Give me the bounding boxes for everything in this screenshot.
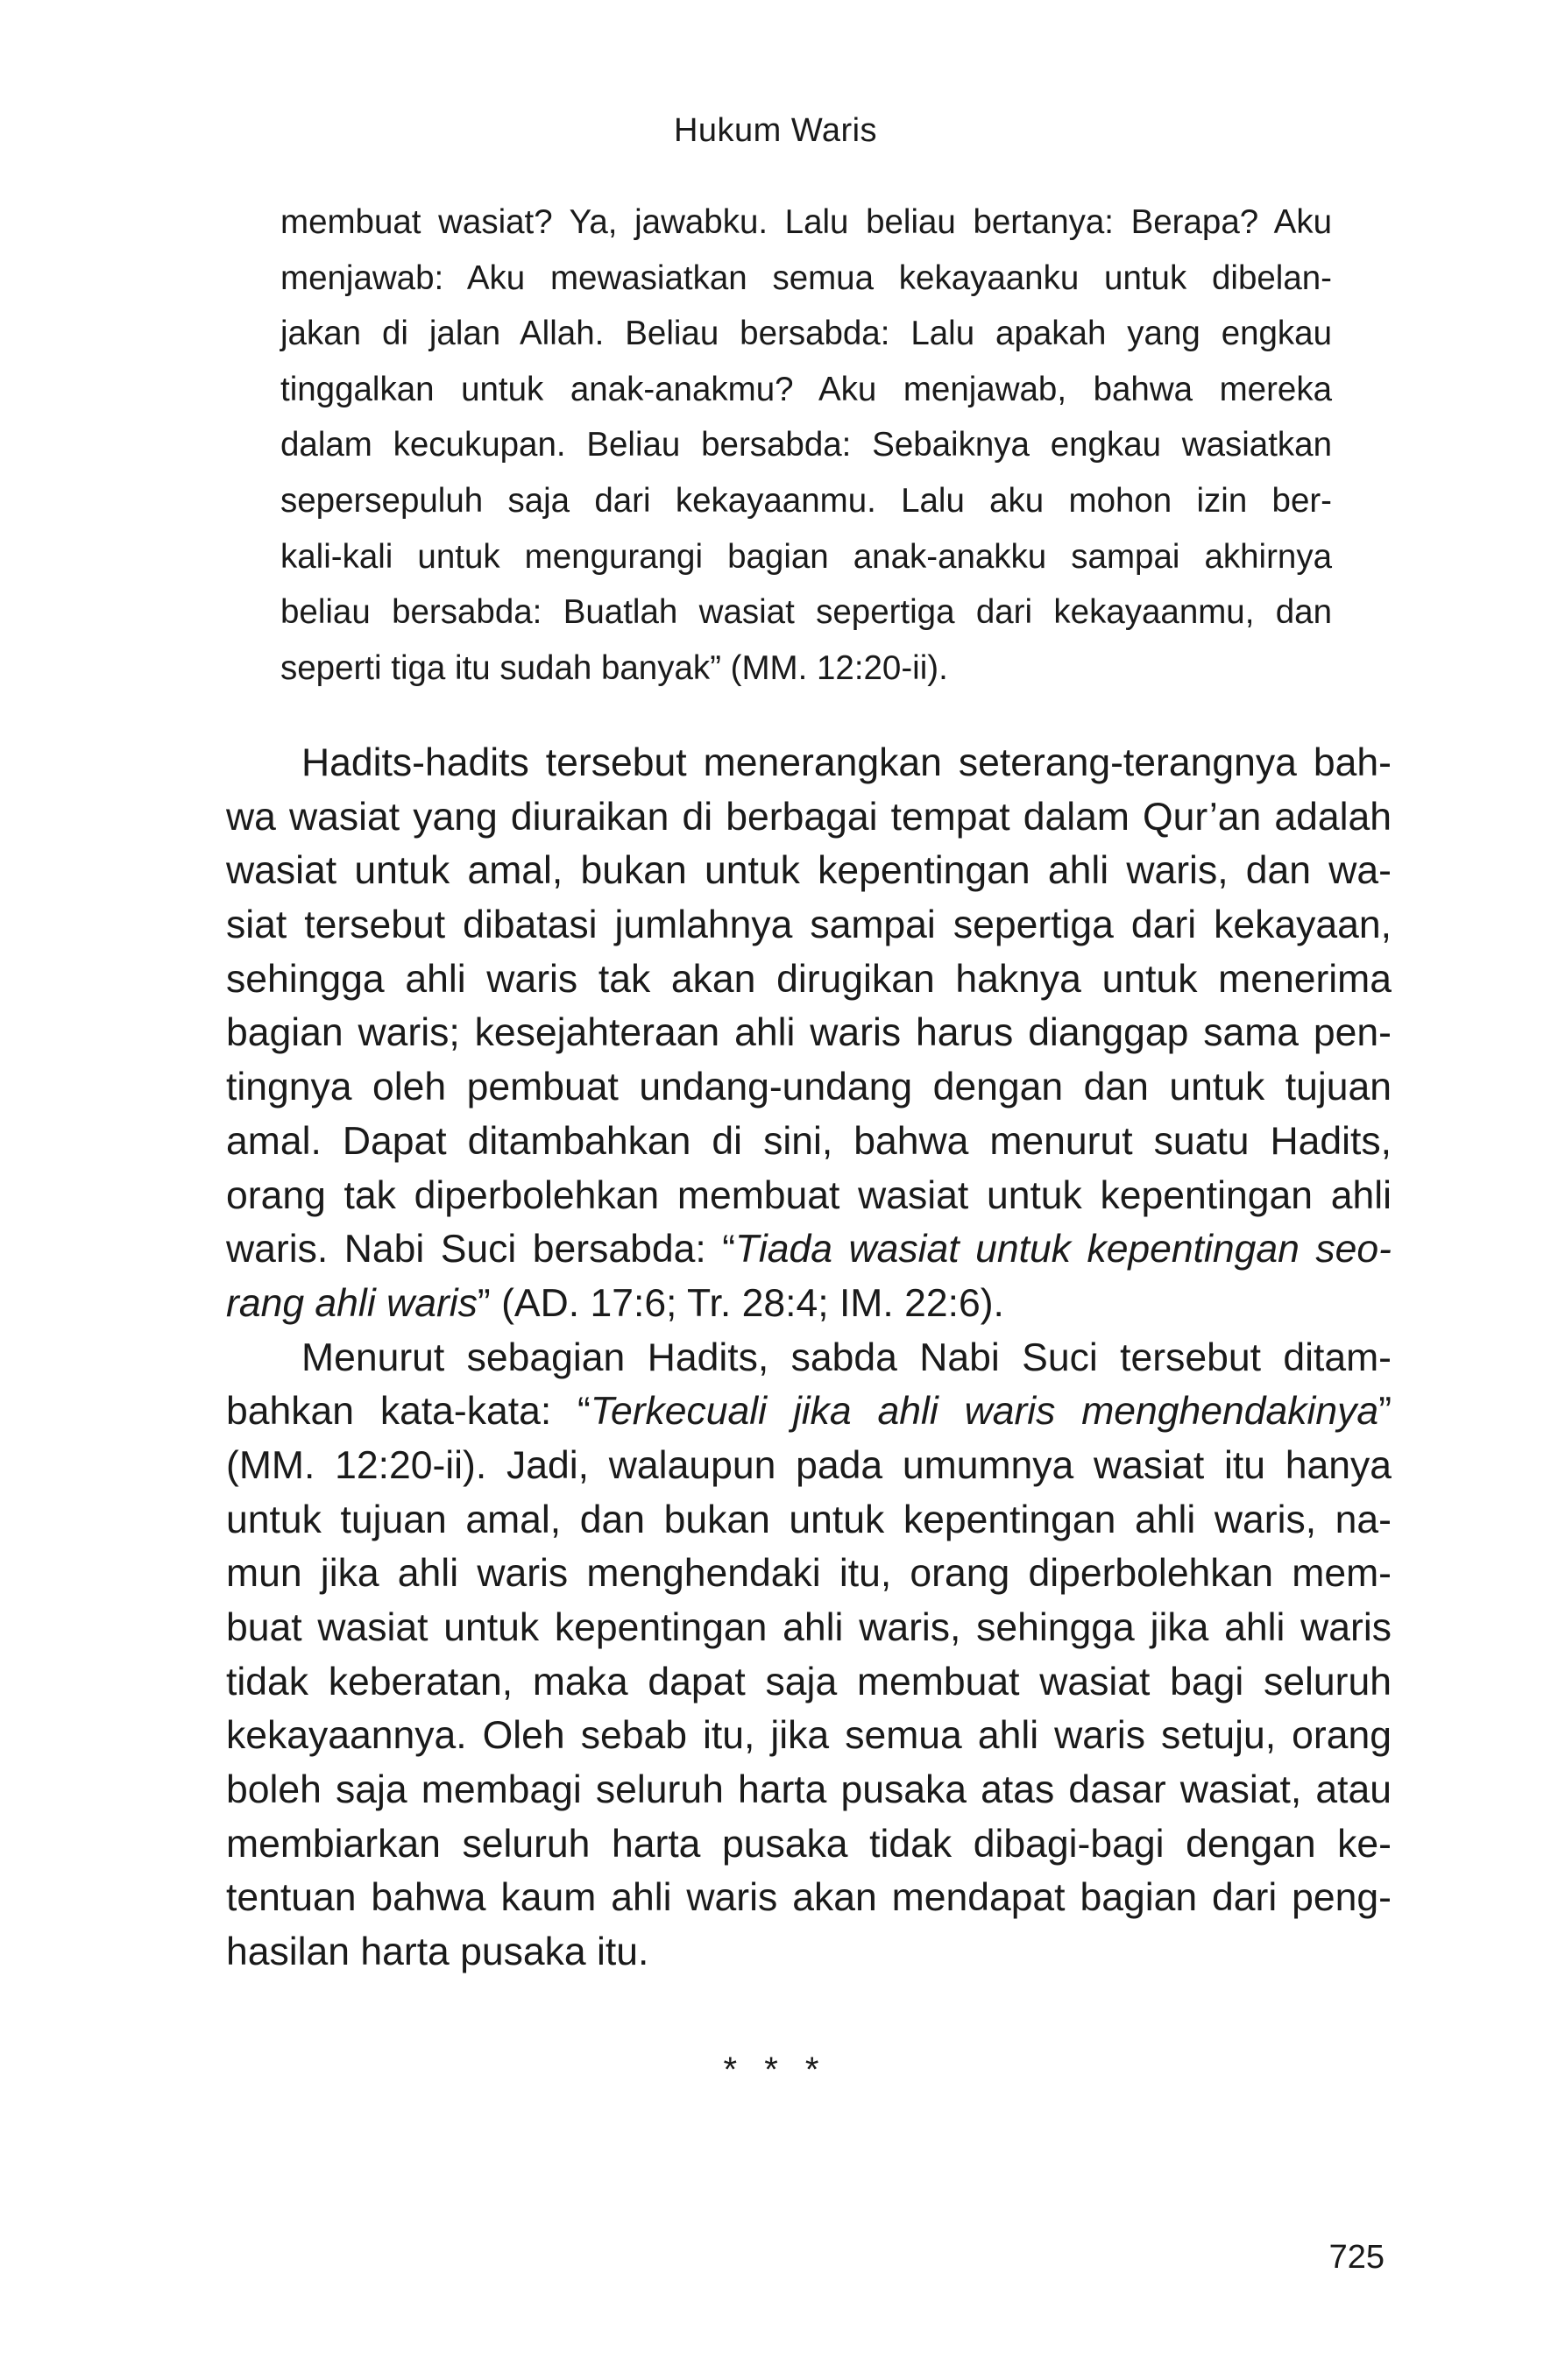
body-text-run: waris. Nabi Suci bersabda: “ xyxy=(226,1228,736,1271)
quote-line: seperti tiga itu sudah banyak” (MM. 12:20-ii). xyxy=(280,648,948,687)
section-break: * * * xyxy=(723,2051,828,2089)
body-line: buat wasiat untuk kepentingan ahli waris, sehingga jika ahli waris xyxy=(226,1606,1392,1649)
body-line: boleh saja membagi seluruh harta pusaka atas dasar wasiat, atau xyxy=(226,1768,1392,1812)
paragraph-1 xyxy=(226,736,1392,1331)
body-line: tingnya oleh pembuat undang-undang dengan dan untuk tujuan xyxy=(226,1066,1392,1109)
quote-line: jakan di jalan Allah. Beliau bersabda: Lalu apakah yang engkau xyxy=(280,315,1332,353)
body-text-run: ” xyxy=(1378,1390,1392,1434)
quote-line: sepersepuluh saja dari kekayaanmu. Lalu aku mohon izin ber- xyxy=(280,481,1332,520)
quote-line: kali-kali untuk mengurangi bagian anak-anakku sampai akhirnya xyxy=(280,537,1332,576)
quote-line: menjawab: Aku mewasiatkan semua kekayaanku untuk dibelan- xyxy=(280,259,1332,297)
quote-line: membuat wasiat? Ya, jawabku. Lalu beliau bertanya: Berapa? Aku xyxy=(280,203,1332,241)
body-line: (MM. 12:20-ii). Jadi, walaupun pada umumnya wasiat itu hanya xyxy=(226,1443,1392,1487)
quote-line: dalam kecukupan. Beliau bersabda: Sebaiknya engkau wasiatkan xyxy=(280,426,1332,464)
running-head: Hukum Waris xyxy=(673,112,878,149)
body-line: amal. Dapat ditambahkan di sini, bahwa menurut suatu Hadits, xyxy=(226,1119,1392,1163)
body-line: orang tak diperbolehkan membuat wasiat untuk kepentingan ahli xyxy=(226,1173,1392,1217)
citation: ” (AD. 17:6; Tr. 28:4; IM. 22:6). xyxy=(477,1281,1004,1325)
italic-quote: rang ahli waris xyxy=(226,1281,478,1325)
body-line: kekayaannya. Oleh sebab itu, jika semua ahli waris setuju, orang xyxy=(226,1714,1392,1758)
body-line: tidak keberatan, maka dapat saja membuat wasiat bagi seluruh xyxy=(226,1660,1392,1704)
body-line xyxy=(226,1222,1392,1277)
body-line xyxy=(226,1385,1392,1439)
body-line: wa wasiat yang diuraikan di berbagai tempat dalam Qur’an adalah xyxy=(226,795,1392,839)
quote-line: beliau bersabda: Buatlah wasiat sepertiga dari kekayaanmu, dan xyxy=(280,593,1332,632)
body-line: bagian waris; kesejahteraan ahli waris harus dianggap sama pen- xyxy=(226,1011,1392,1055)
page-number: 725 xyxy=(1328,2239,1385,2276)
body-line: siat tersebut dibatasi jumlahnya sampai sepertiga dari kekayaan, xyxy=(226,903,1392,947)
body-line: membiarkan seluruh harta pusaka tidak dibagi-bagi dengan ke- xyxy=(226,1822,1392,1866)
body-line: Hadits-hadits tersebut menerangkan seterang-terangnya bah- xyxy=(301,741,1392,784)
body-line: mun jika ahli waris menghendaki itu, orang diperbolehkan mem- xyxy=(226,1552,1392,1596)
paragraph-2 xyxy=(226,1331,1392,1980)
body-line: wasiat untuk amal, bukan untuk kepentingan ahli waris, dan wa- xyxy=(226,849,1392,893)
body-line: untuk tujuan amal, dan bukan untuk kepentingan ahli waris, na- xyxy=(226,1498,1392,1541)
body-line xyxy=(226,1277,1392,1331)
body-line: sehingga ahli waris tak akan dirugikan haknya untuk menerima xyxy=(226,957,1392,1001)
body-text xyxy=(226,736,1392,1980)
body-line: tentuan bahwa kaum ahli waris akan mendapat bagian dari peng- xyxy=(226,1876,1392,1920)
quote-line: tinggalkan untuk anak-anakmu? Aku menjawab, bahwa mereka xyxy=(280,370,1332,408)
hadith-quote-block xyxy=(280,195,1332,696)
body-text-run: bahkan kata-kata: “ xyxy=(226,1390,591,1434)
body-line: Menurut sebagian Hadits, sabda Nabi Suci tersebut ditam- xyxy=(301,1335,1392,1379)
italic-quote: Tiada wasiat untuk kepentingan seo- xyxy=(735,1228,1392,1271)
italic-quote: Terkecuali jika ahli waris menghendakinya xyxy=(590,1390,1379,1434)
body-line: hasilan harta pusaka itu. xyxy=(226,1930,649,1974)
